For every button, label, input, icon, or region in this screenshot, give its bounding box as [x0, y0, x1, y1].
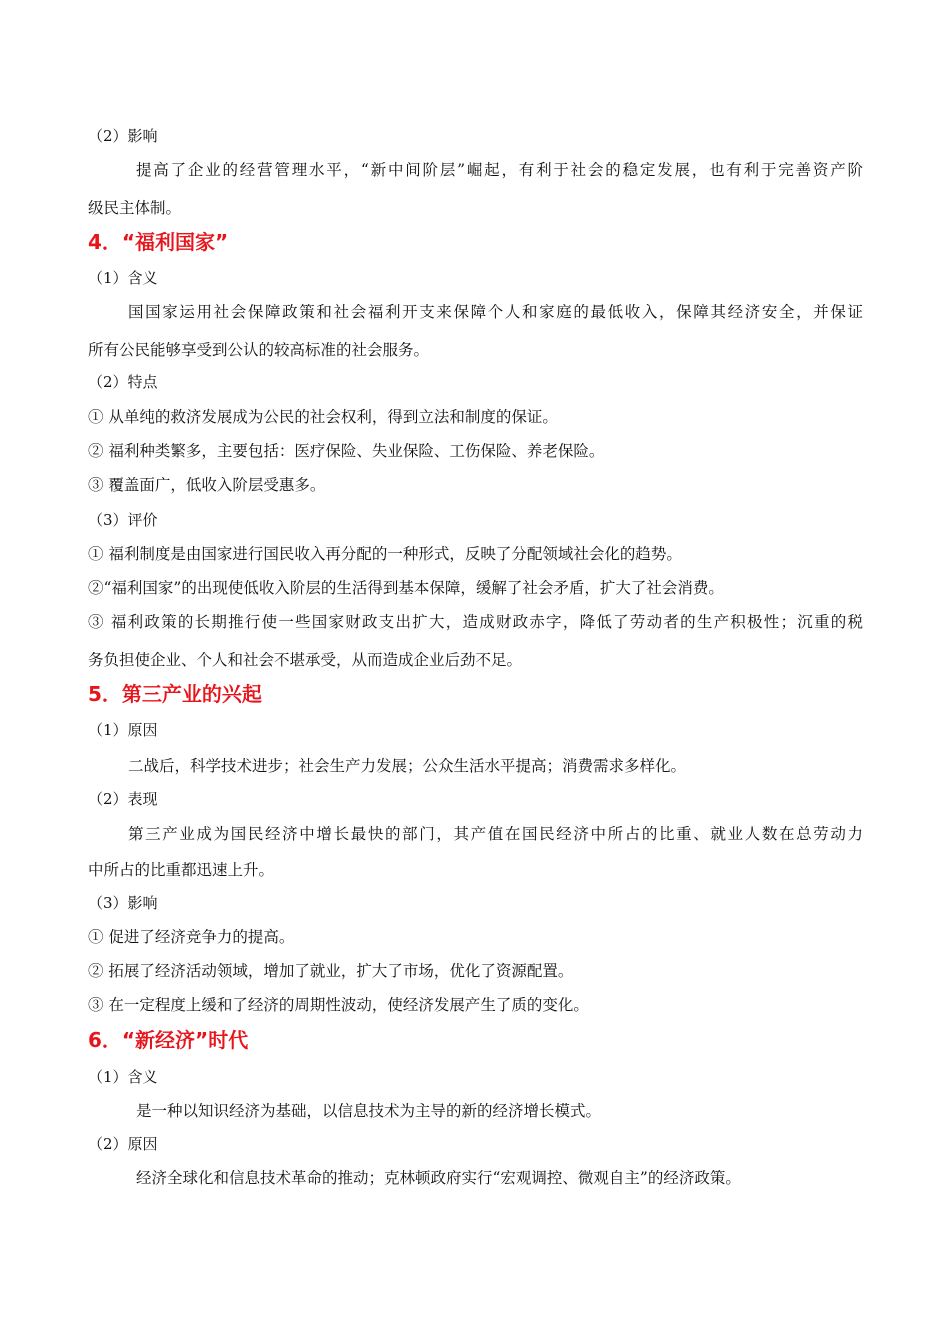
paragraph-line: ③ 在一定程度上缓和了经济的周期性波动，使经济发展产生了质的变化。 — [88, 996, 589, 1014]
paragraph-line: ① 福利制度是由国家进行国民收入再分配的一种形式，反映了分配领域社会化的趋势。 — [88, 545, 682, 563]
paragraph-line: ① 从单纯的救济发展成为公民的社会权利，得到立法和制度的保证。 — [88, 408, 558, 426]
section-heading: 5．第三产业的兴起 — [88, 682, 262, 706]
paragraph-line: ③ 覆盖面广，低收入阶层受惠多。 — [88, 476, 326, 494]
subsection-label: （2）表现 — [88, 790, 158, 808]
section-heading: 4．“福利国家” — [88, 230, 229, 254]
subsection-label: （1）含义 — [88, 269, 158, 287]
paragraph-line: 提高了企业的经营管理水平，“新中间阶层”崛起，有利于社会的稳定发展，也有利于完善资产阶 — [136, 161, 863, 179]
subsection-label: （1）含义 — [88, 1068, 158, 1086]
paragraph-line: ②“福利国家”的出现使低收入阶层的生活得到基本保障，缓解了社会矛盾，扩大了社会消费。 — [88, 579, 724, 597]
paragraph-line: 第三产业成为国民经济中增长最快的部门，其产值在国民经济中所占的比重、就业人数在总劳动力 — [128, 825, 863, 843]
paragraph-line: 国国家运用社会保障政策和社会福利开支来保障个人和家庭的最低收入，保障其经济安全，并保证 — [128, 303, 863, 321]
paragraph-line: 经济全球化和信息技术革命的推动；克林顿政府实行“宏观调控、微观自主”的经济政策。 — [136, 1169, 741, 1187]
paragraph-line: ③ 福利政策的长期推行使一些国家财政支出扩大，造成财政赤字，降低了劳动者的生产积极性；沉重的税 — [88, 613, 863, 631]
subsection-label: （1）原因 — [88, 721, 158, 739]
subsection-label: （2）影响 — [88, 127, 158, 145]
subsection-label: （2）原因 — [88, 1135, 158, 1153]
paragraph-line: 中所占的比重都迅速上升。 — [88, 861, 275, 879]
subsection-label: （3）评价 — [88, 511, 158, 529]
section-heading: 6．“新经济”时代 — [88, 1028, 249, 1052]
subsection-label: （3）影响 — [88, 894, 158, 912]
paragraph-line: 是一种以知识经济为基础，以信息技术为主导的新的经济增长模式。 — [136, 1102, 602, 1120]
paragraph-line: ② 拓展了经济活动领域，增加了就业，扩大了市场，优化了资源配置。 — [88, 962, 574, 980]
paragraph-line: 二战后，科学技术进步；社会生产力发展；公众生活水平提高；消费需求多样化。 — [128, 757, 687, 775]
paragraph-line: 务负担使企业、个人和社会不堪承受，从而造成企业后劲不足。 — [88, 651, 523, 669]
paragraph-line: 所有公民能够享受到公认的较高标准的社会服务。 — [88, 341, 430, 359]
subsection-label: （2）特点 — [88, 373, 158, 391]
paragraph-line: 级民主体制。 — [88, 199, 182, 217]
paragraph-line: ① 促进了经济竞争力的提高。 — [88, 928, 295, 946]
paragraph-line: ② 福利种类繁多，主要包括：医疗保险、失业保险、工伤保险、养老保险。 — [88, 442, 605, 460]
